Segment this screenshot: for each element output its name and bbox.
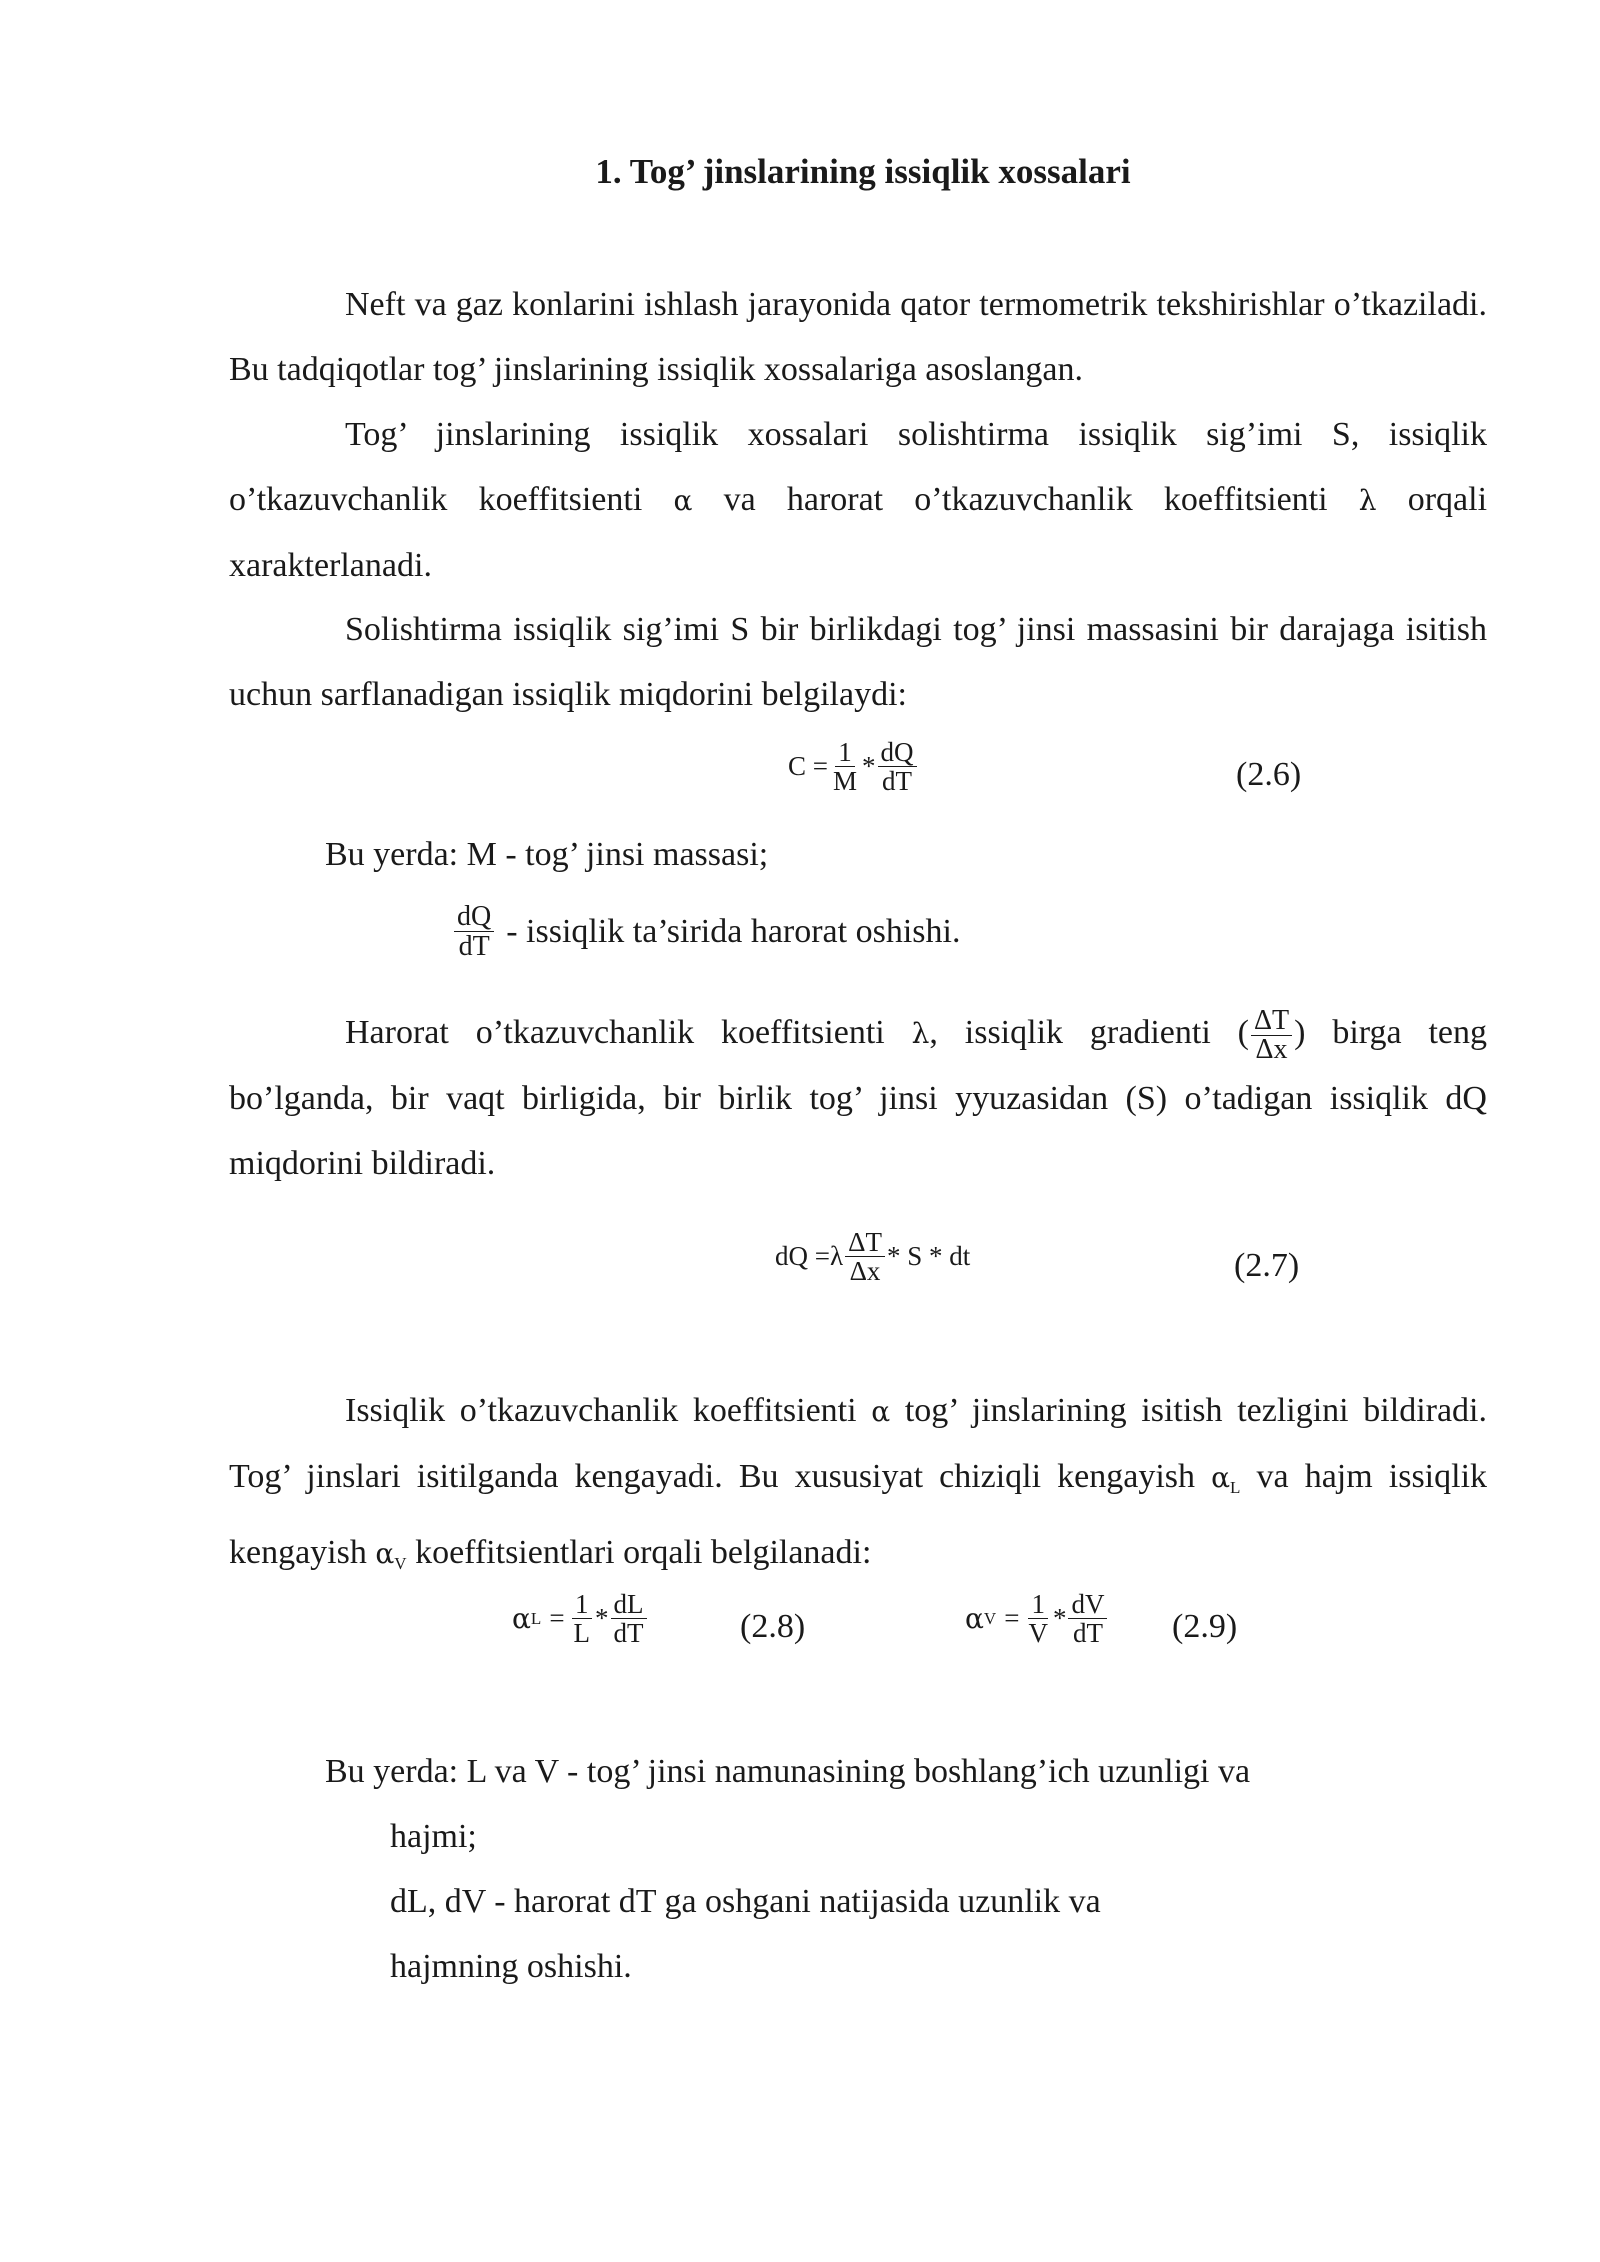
paragraph-1: [229, 272, 1487, 402]
paragraph-2-text-b: va harorat o’tkazuvchanlik koeffitsienti: [723, 481, 1328, 518]
paragraph-2-text-a: Tog’ jinslarining issiqlik xossalari solishtirma issiqlik sig’imi S, issiqlik o’tkazuvchanlik koeffitsienti: [229, 416, 1487, 518]
section-title: 1. Tog’ jinslarining issiqlik xossalari: [595, 152, 1131, 191]
lambda-symbol: λ: [911, 1017, 930, 1050]
fraction: $\frac{\Delta T}{\Delta x}$: [845, 1228, 885, 1286]
equation-number-2-6: (2.6): [1236, 756, 1302, 793]
fraction: $\frac{dL}{dT}$: [611, 1590, 647, 1648]
formula-2-9: α V = $\frac{1}{V}$ * $\frac{dV}{dT}$: [965, 1590, 1109, 1648]
fraction: $\frac{dQ}{dT}$: [454, 902, 494, 962]
formula-2-8: α L = $\frac{1}{L}$ * $\frac{dL}{dT}$: [512, 1590, 649, 1648]
alpha-symbol: α: [871, 1395, 891, 1428]
where-mass: Bu yerda: M - tog’ jinsi massasi;: [325, 836, 769, 873]
alpha-symbol: α: [673, 484, 693, 517]
where-lv-line3: dL, dV - harorat dT ga oshgani natijasida uzunlik va: [390, 1883, 1101, 1920]
paragraph-2: [229, 402, 1487, 598]
where-lv-line1: Bu yerda: L va V - tog’ jinsi namunasining boshlang’ich uzunligi va: [325, 1753, 1251, 1790]
paragraph-3-text: Solishtirma issiqlik sig’imi S bir birlikdagi tog’ jinsi massasini bir darajaga isitish uchun sarflanadigan issiqlik miqdorini belgilaydi:: [229, 611, 1487, 713]
equation-number-2-7: (2.7): [1234, 1247, 1300, 1284]
equation-number-2-9: (2.9): [1172, 1608, 1238, 1645]
equation-number-2-8: (2.8): [740, 1608, 806, 1645]
fraction: $\frac{dV}{dT}$: [1068, 1590, 1107, 1648]
fraction: $\frac{dQ}{dT}$: [878, 738, 917, 796]
where-lv-line2: hajmi;: [390, 1818, 477, 1855]
fraction: $\frac{1}{L}$: [573, 1589, 591, 1649]
fraction: $\frac{1}{V}$: [1028, 1589, 1048, 1649]
formula-2-7: dQ =λ $\frac{\Delta T}{\Delta x}$ * S * dt: [775, 1227, 971, 1287]
paragraph-4: Harorat o’tkazuvchanlik koeffitsienti λ, issiqlik gradienti ( $\frac{\Delta T}{\Delta x}$ ) birga teng bo’lganda, bir vaqt birligida, bir birlik tog’ jinsi yyuzasidan (S) o’tadigan issiqlik dQ miqdorini bildiradi.: [229, 1004, 1487, 1182]
formula-2-6-lhs: C =: [788, 751, 828, 782]
lambda-symbol: λ: [1358, 484, 1377, 517]
alpha-l-symbol: α: [1211, 1461, 1231, 1494]
where-dq-dt: $\frac{dQ}{dT}$ - issiqlik ta’sirida harorat oshishi.: [452, 902, 960, 962]
fraction: $\frac{1}{M}$: [833, 737, 858, 797]
where-lv-line4: hajmning oshishi.: [390, 1948, 632, 1985]
paragraph-2-text-c: orqali xarakterlanadi.: [229, 481, 1488, 584]
fraction: $\frac{\Delta T}{\Delta x}$: [1251, 1007, 1292, 1064]
formula-2-6: C = $\frac{1}{M}$ * $\frac{dQ}{dT}$: [788, 738, 919, 796]
paragraph-1-text: Neft va gaz konlarini ishlash jarayonida qator termometrik tekshirishlar o’tkaziladi. Bu tadqiqotlar tog’ jinslarining issiqlik xossalariga asoslangan.: [229, 286, 1487, 388]
paragraph-3: [229, 597, 1487, 727]
alpha-v-symbol: α: [375, 1537, 395, 1570]
paragraph-5: Issiqlik o’tkazuvchanlik koeffitsienti α tog’ jinslarining isitish tezligini bildiradi. Tog’ jinslari isitilganda kengayadi. Bu xususiyat chiziqli kengayish $\alpha_L$ va hajm issiqlik kengayish $\alpha_V$ koeffitsientlari orqali belgilanadi:: [229, 1392, 1488, 1573]
